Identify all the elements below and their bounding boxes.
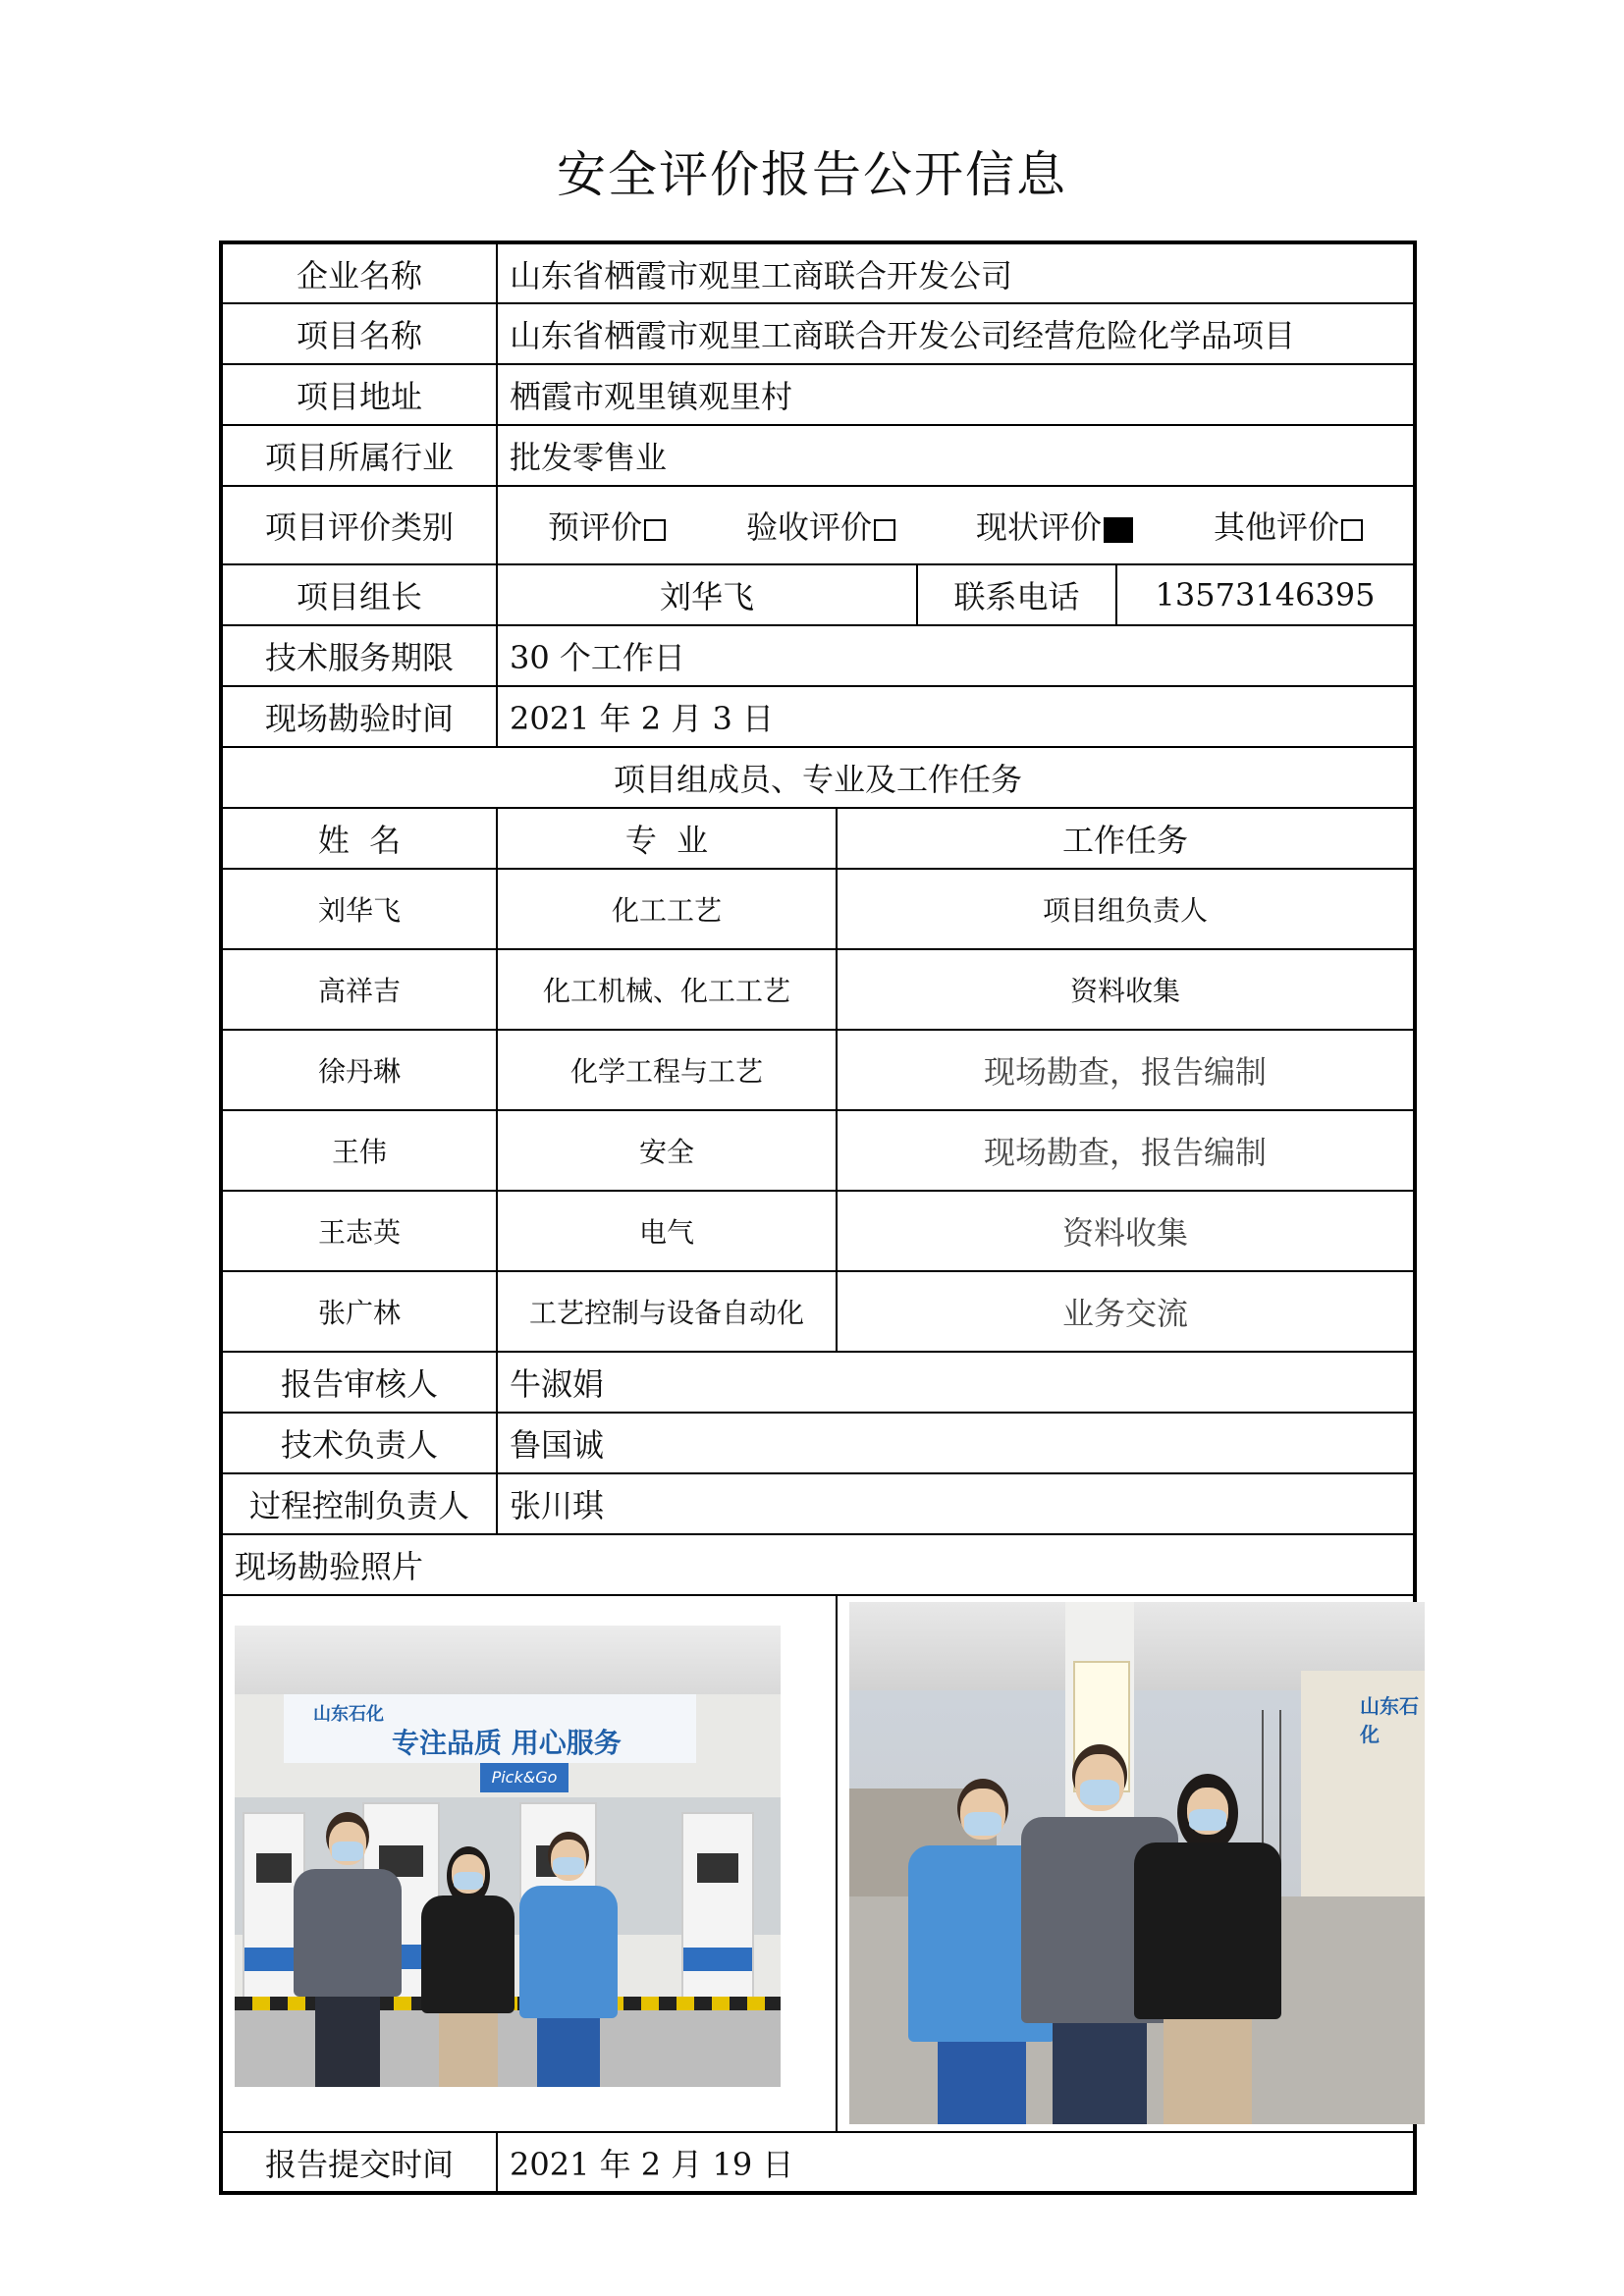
row-leader [221,564,1415,625]
member-name: 王志英 [221,1191,497,1271]
site-photo-2 [849,1602,1425,2124]
checkbox-pre[interactable] [644,519,666,541]
shop-sign: Pick&Go [480,1763,568,1792]
row-eval-type [221,486,1415,564]
table-row [221,1191,1415,1271]
project-address-label: 项目地址 [221,364,497,425]
survey-date-label: 现场勘验时间 [221,686,497,747]
site-photo-1 [235,1626,781,2087]
reviewer-label: 报告审核人 [221,1352,497,1413]
submit-date-label: 报告提交时间 [221,2132,497,2193]
person [519,1832,618,2087]
row-service-period [221,625,1415,686]
row-company [221,242,1415,303]
member-name: 高祥吉 [221,949,497,1030]
service-period-label: 技术服务期限 [221,625,497,686]
phone-value: 13573146395 [1116,564,1415,625]
row-project-address [221,364,1415,425]
row-reviewer [221,1352,1415,1413]
survey-date-value: 2021 年 2 月 3 日 [497,686,1415,747]
eval-type-options [497,486,1415,564]
canopy [235,1626,781,1694]
member-name: 徐丹琳 [221,1030,497,1110]
info-table [219,240,1417,2195]
company-label: 企业名称 [221,242,497,303]
project-name-label: 项目名称 [221,303,497,364]
slogan-text: 专注品质 用心服务 [392,1727,622,1759]
person [421,1846,514,2087]
row-tech-lead [221,1413,1415,1473]
checkbox-status-checked[interactable] [1104,517,1133,543]
row-survey-date [221,686,1415,747]
company-value: 山东省栖霞市观里工商联合开发公司 [497,242,1415,303]
eval-option-pre[interactable]: 预评价 [548,503,666,548]
eval-type-label: 项目评价类别 [221,486,497,564]
member-major: 化工工艺 [497,869,837,949]
leader-label: 项目组长 [221,564,497,625]
row-submit-date [221,2132,1415,2193]
person [294,1812,402,2087]
row-members-section [221,747,1415,808]
phone-label: 联系电话 [917,564,1116,625]
fuel-pump [681,1812,754,2012]
process-lead-value: 张川琪 [497,1473,1415,1534]
eval-option-other[interactable]: 其他评价 [1214,503,1363,548]
row-photos-label [221,1534,1415,1595]
header-task: 工作任务 [837,808,1415,869]
industry-value: 批发零售业 [497,425,1415,486]
industry-label: 项目所属行业 [221,425,497,486]
row-project-name [221,303,1415,364]
member-task: 现场勘查，报告编制 [837,1110,1415,1191]
table-row [221,949,1415,1030]
row-process-lead [221,1473,1415,1534]
table-row [221,1110,1415,1191]
member-major: 电气 [497,1191,837,1271]
members-header-row [221,808,1415,869]
member-task: 项目组负责人 [837,869,1415,949]
table-row [221,1271,1415,1352]
row-industry [221,425,1415,486]
tech-lead-label: 技术负责人 [221,1413,497,1473]
member-major: 化工机械、化工工艺 [497,949,837,1030]
leader-value: 刘华飞 [497,564,917,625]
member-name: 刘华飞 [221,869,497,949]
process-lead-label: 过程控制负责人 [221,1473,497,1534]
row-photos [221,1595,1415,2132]
eval-option-status[interactable]: 现状评价 [976,503,1133,548]
photos-label: 现场勘验照片 [221,1534,1415,1595]
service-period-value: 30 个工作日 [497,625,1415,686]
member-major: 化学工程与工艺 [497,1030,837,1110]
header-major: 专 业 [497,808,837,869]
station-banner [284,1694,696,1763]
project-name-value: 山东省栖霞市观里工商联合开发公司经营危险化学品项目 [497,303,1415,364]
checkbox-other[interactable] [1341,519,1363,541]
page-title: 安全评价报告公开信息 [557,146,1067,203]
eval-option-acceptance[interactable]: 验收评价 [746,503,895,548]
member-task: 资料收集 [837,1191,1415,1271]
photo-cell-1 [221,1595,837,2132]
reviewer-value: 牛淑娟 [497,1352,1415,1413]
table-row [221,869,1415,949]
brand-text: 山东石化 [1360,1694,1419,1746]
brand-text: 山东石化 [313,1704,384,1725]
header-name: 姓 名 [221,808,497,869]
submit-date-value: 2021 年 2 月 19 日 [497,2132,1415,2193]
project-address-value: 栖霞市观里镇观里村 [497,364,1415,425]
member-major: 安全 [497,1110,837,1191]
checkbox-acceptance[interactable] [874,519,895,541]
member-name: 张广林 [221,1271,497,1352]
member-major: 工艺控制与设备自动化 [497,1271,837,1352]
tech-lead-value: 鲁国诚 [497,1413,1415,1473]
photo-cell-2 [837,1595,1419,2132]
member-task: 资料收集 [837,949,1415,1030]
member-task: 现场勘查，报告编制 [837,1030,1415,1110]
member-name: 王伟 [221,1110,497,1191]
person [1134,1774,1281,2124]
table-row [221,1030,1415,1110]
member-task: 业务交流 [837,1271,1415,1352]
members-section-title: 项目组成员、专业及工作任务 [221,747,1415,808]
